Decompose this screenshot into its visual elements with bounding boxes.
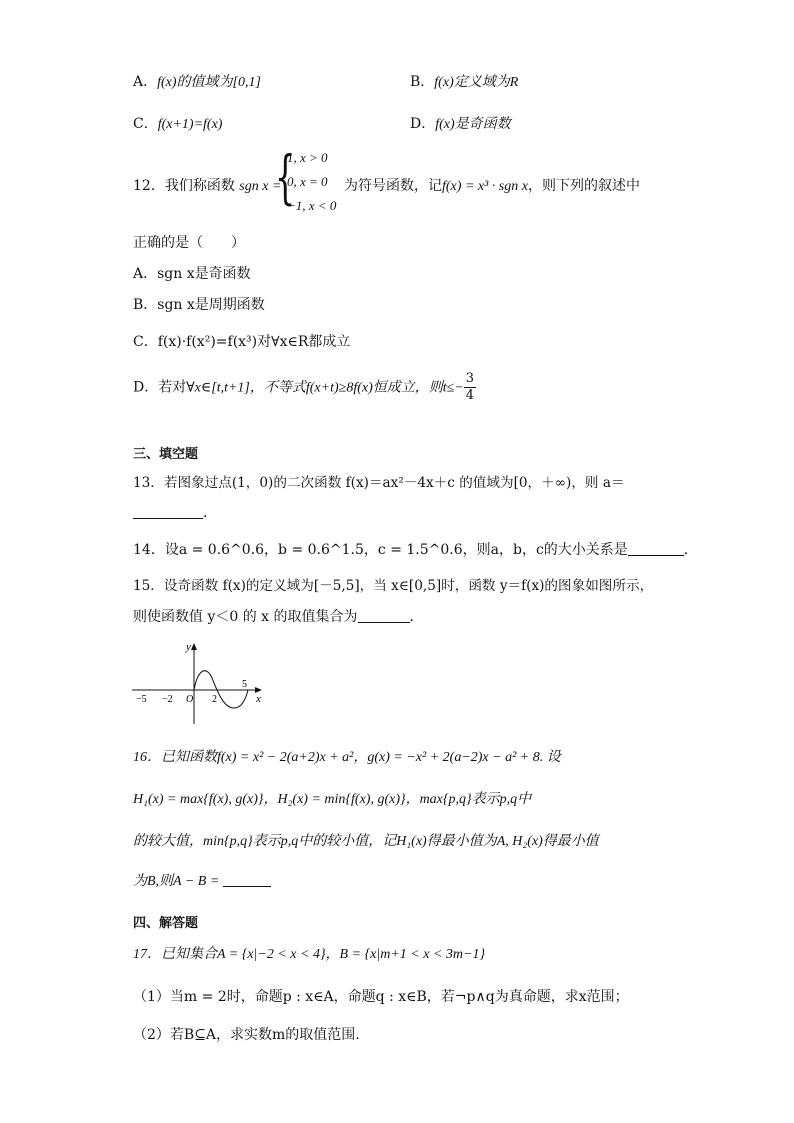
function-graph — [128, 638, 268, 730]
q17-part-2: （2）若B⊆A，求实数m的取值范围. — [133, 1027, 360, 1043]
tick-label: 2 — [212, 694, 217, 705]
period: . — [203, 505, 208, 521]
q11-option-c — [133, 114, 222, 135]
curve — [194, 671, 248, 708]
q15-text: 则使函数值 y＜0 的 x 的取值集合为 — [133, 609, 358, 625]
q16-stem-line1: 16．已知函数f(x) = x² − 2(a+2)x + a²，g(x) = −x² + 2(a−2)x − a² + 8. 设 — [133, 750, 561, 765]
answer-blank — [133, 504, 203, 519]
q12-stem-line2: 正确的是（ ） — [133, 235, 245, 251]
q12-tail: ，则下列的叙述中 — [527, 178, 640, 194]
q15-stem-line2 — [133, 607, 414, 627]
q12-option-a: A．sgn x是奇函数 — [133, 266, 251, 282]
section-heading-answer: 四、解答题 — [133, 916, 199, 931]
option-text: f(x+1)=f(x) — [157, 117, 223, 132]
option-text: f(x)定义域为R — [434, 75, 519, 90]
q12-option-b: B．sgn x是周期函数 — [133, 297, 265, 313]
option-letter: B． — [410, 74, 435, 90]
case-row: 0, x = 0 — [287, 174, 328, 189]
q15-stem: 15．设奇函数 f(x)的定义域为[－5,5]，当 x∈[0,5]时，函数 y＝f(x)的图象如图所示， — [133, 578, 654, 594]
left-brace: { — [275, 143, 296, 211]
q14-text: 14．设a = 0.6^0.6，b = 0.6^1.5，c = 1.5^0.6，则a，b，c的大小关系是 — [133, 542, 628, 558]
q13-answer-line — [133, 503, 207, 523]
origin-label: O — [186, 694, 194, 705]
q17-part-1: （1）当m = 2时，命题p : x∈A，命题q : x∈B，若¬p∧q为真命题，求x范围； — [133, 989, 629, 1005]
option-letter: C． — [133, 116, 158, 132]
q12-option-d — [133, 371, 476, 404]
q17-stem: 17．已知集合A = {x|−2 < x < 4}，B = {x|m+1 < x < 3m−1} — [133, 947, 486, 962]
y-axis-label: y — [186, 641, 191, 653]
period: . — [409, 609, 414, 625]
case-row: 1, x > 0 — [287, 150, 328, 165]
option-letter: D． — [410, 116, 436, 132]
answer-blank — [223, 872, 271, 887]
answer-blank — [358, 608, 410, 623]
q12-lead: 12．我们称函数 — [133, 178, 235, 194]
tick-label: −2 — [162, 694, 173, 705]
q16-stem-line4 — [133, 872, 271, 892]
section-heading-fill-in: 三、填空题 — [133, 447, 199, 462]
tick-label: 5 — [242, 679, 247, 690]
q12-def: f(x) = x³ · sgn x — [442, 179, 528, 194]
period: . — [683, 542, 689, 558]
q12-mid: 为符号函数，记 — [344, 178, 442, 194]
q12-option-c: C．f(x)·f(x²)=f(x³)对∀x∈R都成立 — [133, 334, 351, 350]
tick-label: −5 — [136, 694, 147, 705]
fraction-denominator: 4 — [465, 388, 475, 403]
case-row: −1, x < 0 — [287, 198, 337, 213]
x-axis-label: x — [256, 693, 261, 705]
fraction-numerator: 3 — [465, 371, 475, 386]
piecewise-cases — [275, 143, 355, 220]
fraction — [464, 371, 476, 404]
q11-option-d — [410, 114, 511, 135]
q16-stem-line2: H₁(x) = max{f(x), g(x)}，H₂(x) = min{f(x), g(x)}，max{p,q}表示p,q中 — [133, 792, 532, 807]
q11-option-a — [133, 72, 261, 93]
q16-text: 为B,则A − B = — [133, 874, 220, 889]
option-text: ∀x∈[t,t+1]，不等式f(x+t)≥8f(x)恒成立，则t≤− — [186, 380, 464, 396]
option-letter: A． — [133, 74, 158, 90]
q12-stem — [133, 176, 281, 197]
q16-stem-line3: 的较大值，min{p,q}表示p,q中的较小值，记H₁(x)得最小值为A, H₂(x)得最小值 — [133, 834, 599, 849]
option-prefix: D．若对 — [133, 379, 187, 396]
q12-func: sgn x = — [239, 179, 282, 194]
option-text: f(x)的值域为[0,1] — [157, 75, 261, 90]
q12-stem-tail — [344, 176, 640, 197]
q13-stem: 13．若图象过点(1，0)的二次函数 f(x)＝ax²－4x＋c 的值域为[0，＋∞)，则 a＝ — [133, 475, 625, 491]
q14-stem — [133, 540, 688, 560]
option-text: f(x)是奇函数 — [435, 117, 511, 132]
y-axis — [191, 643, 197, 724]
answer-blank — [628, 541, 684, 556]
q11-option-b — [410, 72, 518, 93]
